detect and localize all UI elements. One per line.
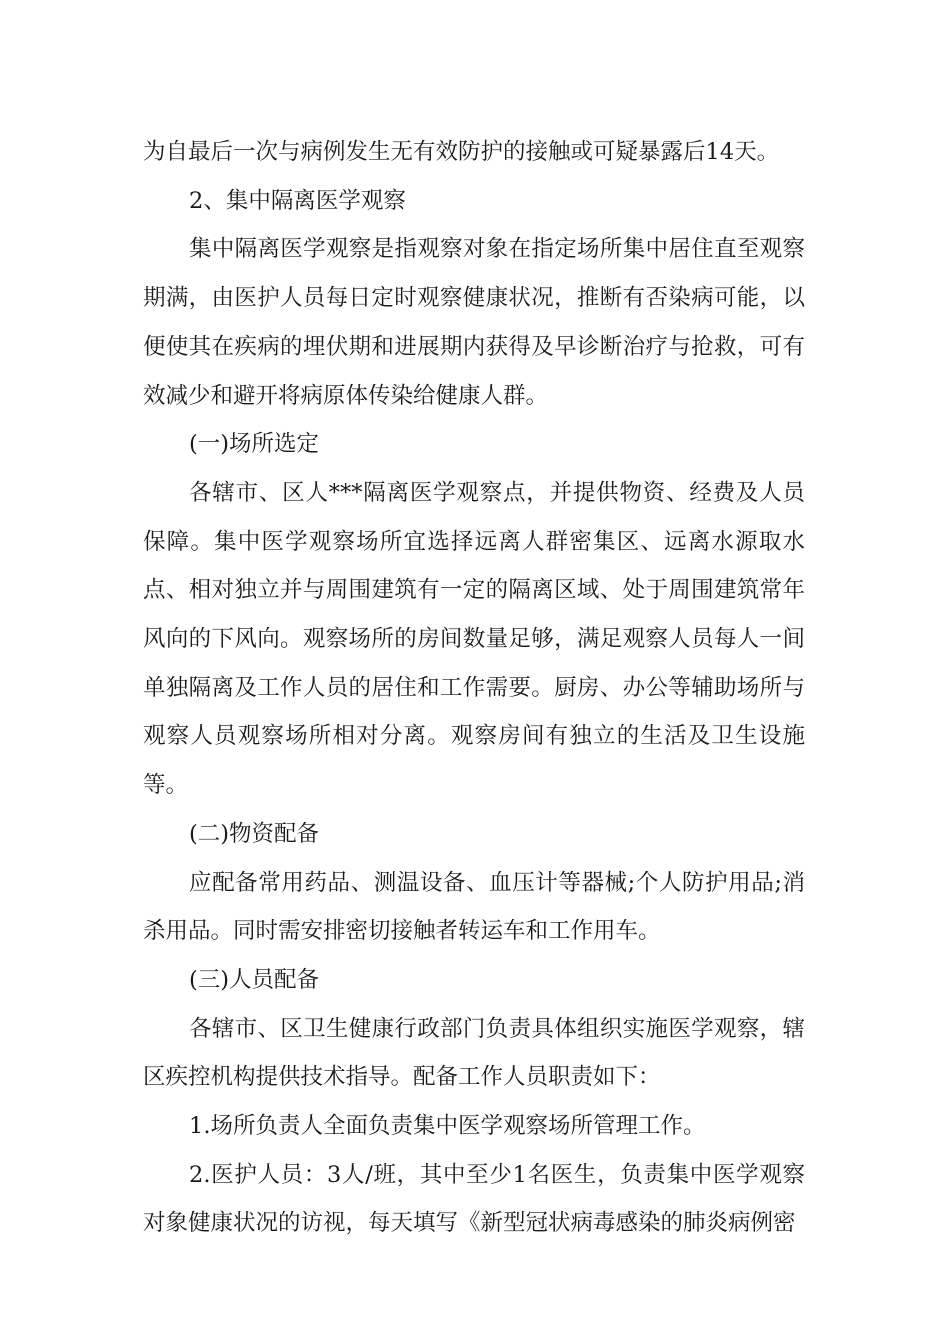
section-heading-centralized-isolation: 2、集中隔离医学观察: [189, 187, 406, 214]
paragraph-supplies: 应配备常用药品、测温设备、血压计等器械;个人防护用品;消杀用品。同时需安排密切接触者转运车和工作用车。: [143, 869, 805, 945]
list-item-site-manager: 1.场所负责人全面负责集中医学观察场所管理工作。: [189, 1113, 706, 1140]
list-item-medical-staff: 2.医护人员：3人/班，其中至少1名医生，负责集中医学观察对象健康状况的访视，每天填写《新型冠状病毒感染的肺炎病例密: [143, 1161, 805, 1237]
subsection-heading-site-selection: (一)场所选定: [189, 431, 320, 458]
paragraph-staffing: 各辖市、区卫生健康行政部门负责具体组织实施医学观察，辖区疾控机构提供技术指导。配备工作人员职责如下：: [143, 1015, 805, 1091]
subsection-heading-supplies: (二)物资配备: [189, 820, 320, 847]
subsection-heading-staffing: (三)人员配备: [189, 966, 320, 993]
paragraph-isolation-definition: 集中隔离医学观察是指观察对象在指定场所集中居住直至观察期满，由医护人员每日定时观察健康状况，推断有否染病可能，以便使其在疾病的埋伏期和进展期内获得及早诊断治疗与抢救，可有效减少和避开将病原体传染给健康人群。: [143, 236, 805, 409]
paragraph-site-selection: 各辖市、区人***隔离医学观察点，并提供物资、经费及人员保障。集中医学观察场所宜选择远离人群密集区、远离水源取水点、相对独立并与周围建筑有一定的隔离区域、处于周围建筑常年风向的下风向。观察场所的房间数量足够，满足观察人员每人一间单独隔离及工作人员的居住和工作需要。厨房、办公等辅助场所与观察人员观察场所相对分离。观察房间有独立的生活及卫生设施等。: [143, 479, 805, 799]
document-body: [143, 128, 805, 1248]
paragraph-continuation: 为自最后一次与病例发生无有效防护的接触或可疑暴露后14天。: [143, 139, 780, 165]
